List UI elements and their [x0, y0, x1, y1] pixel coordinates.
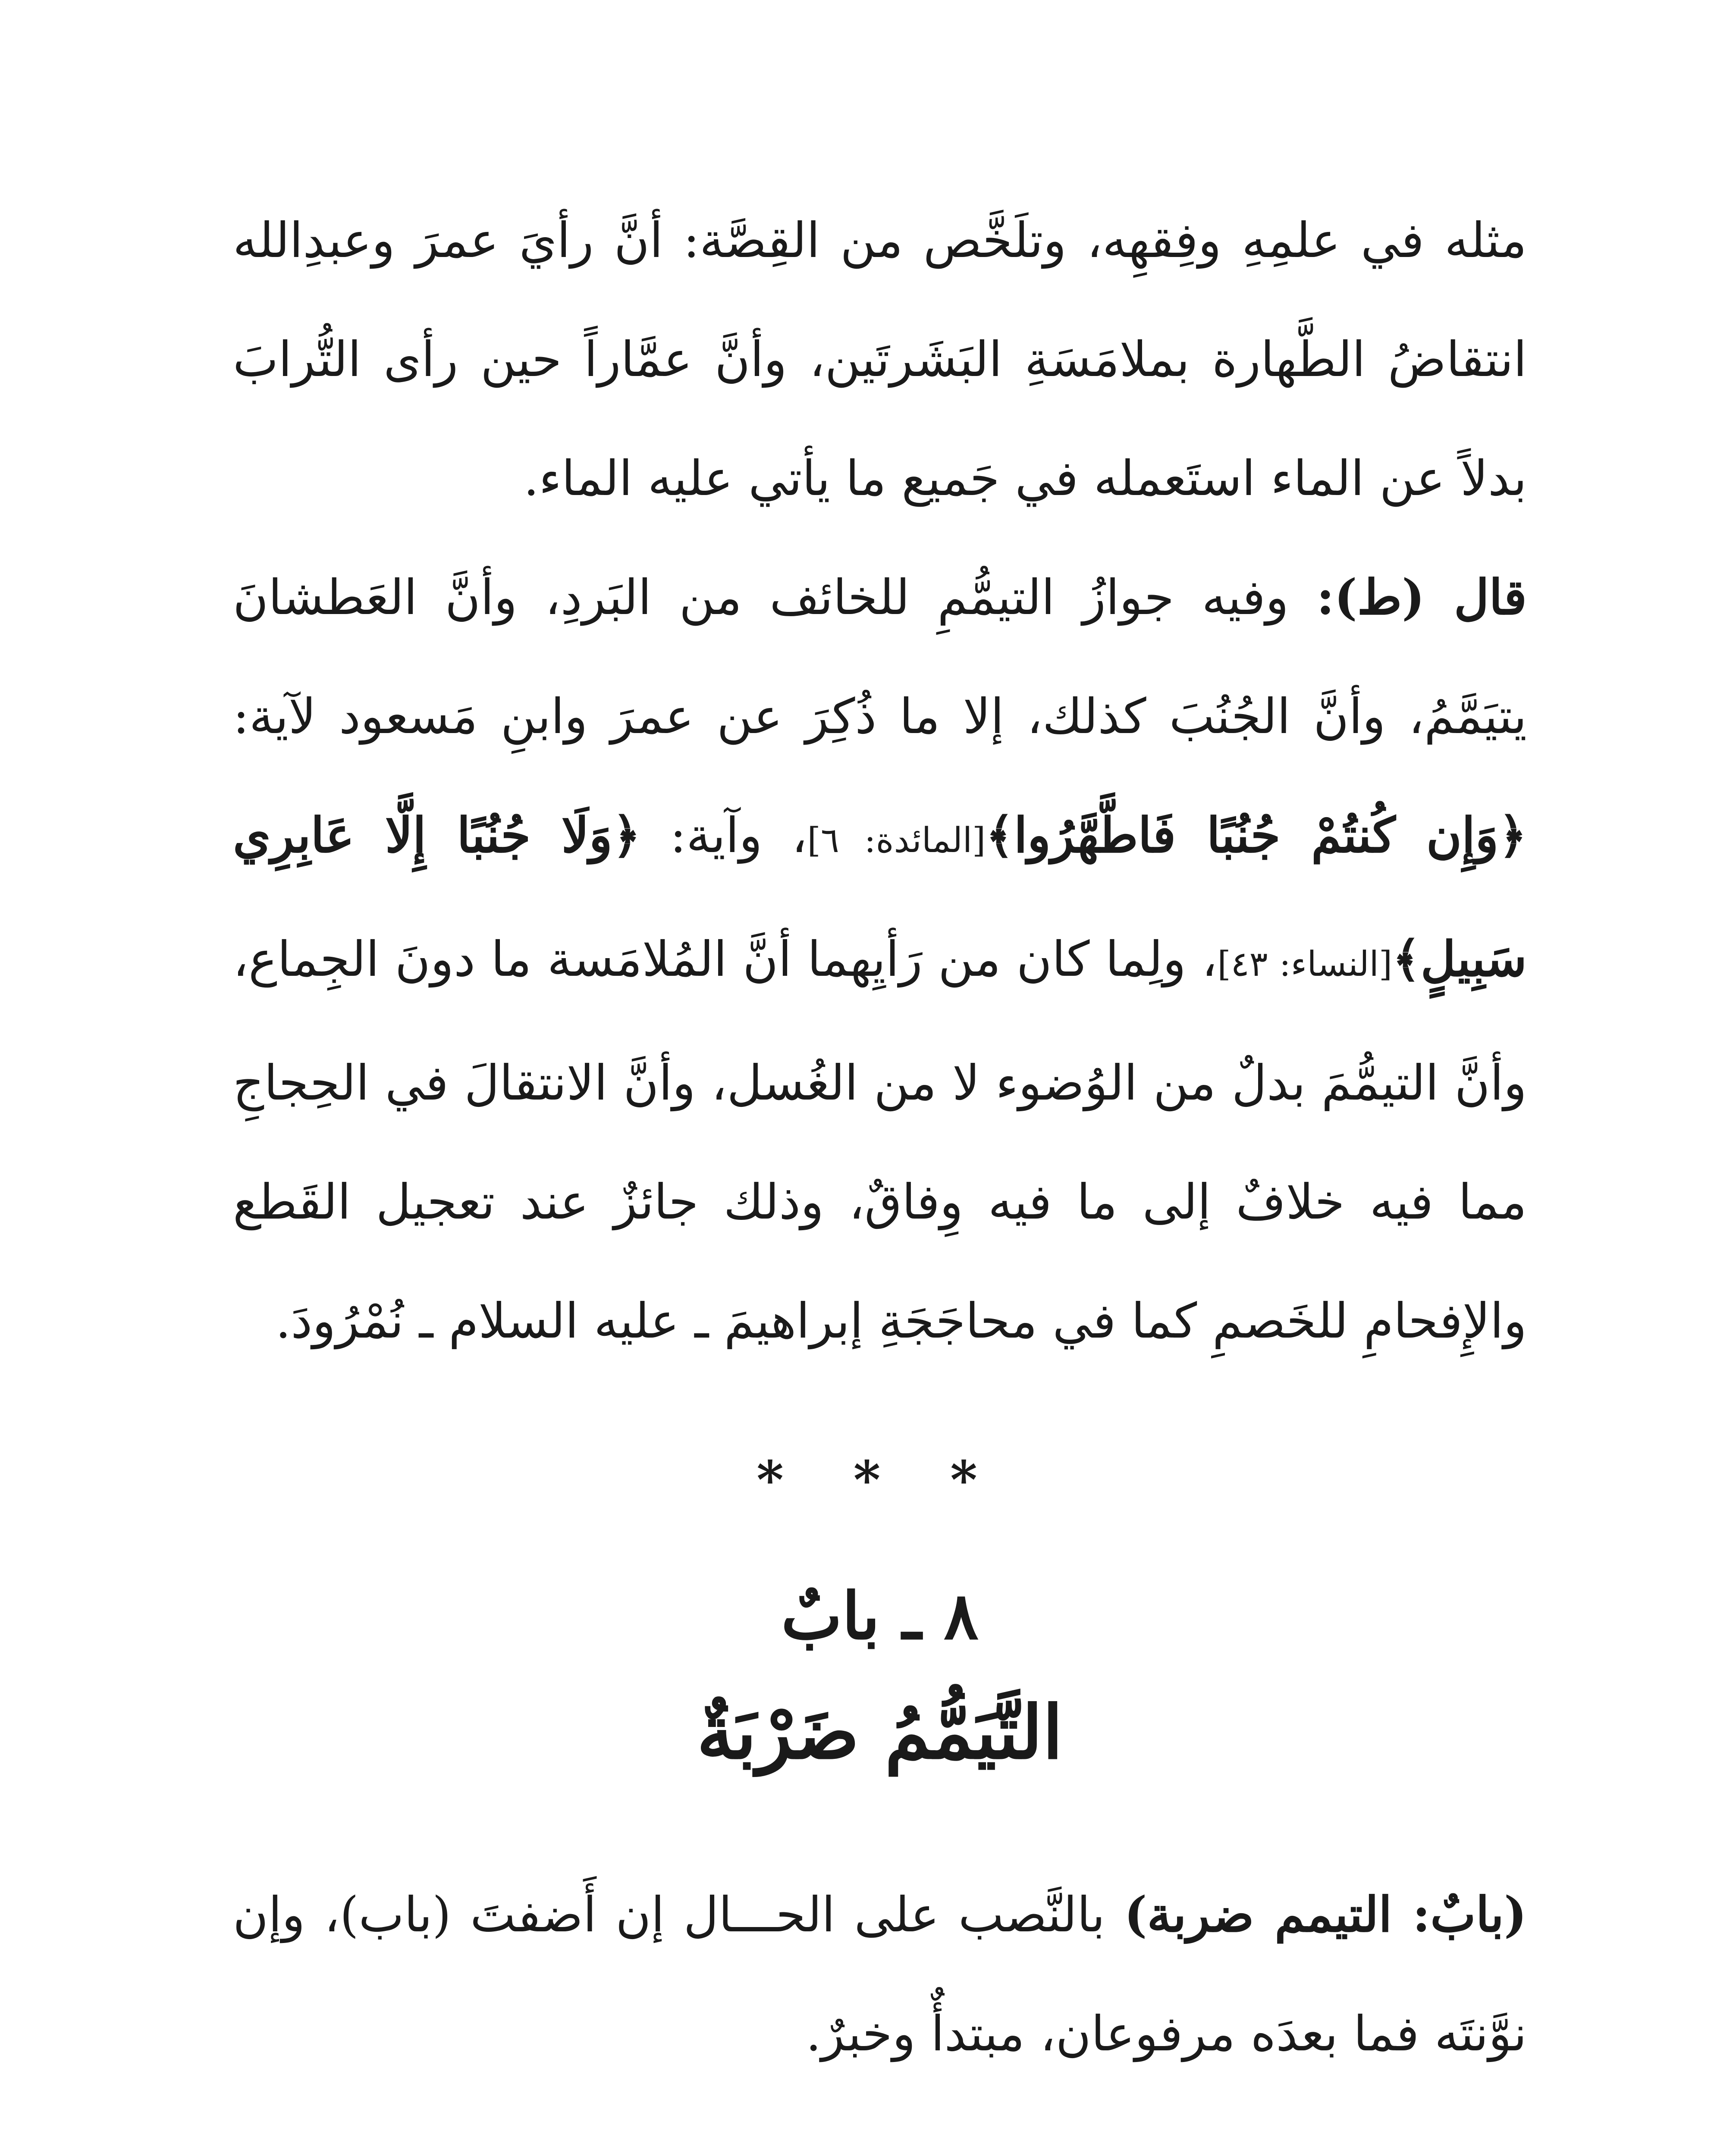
paragraph-3: [233, 1855, 1527, 2093]
paragraph-2-text-c: ، ولِما كان من رَأيِهما أنَّ المُلامَسة ما دونَ الجِماع، وأنَّ التيمُّمَ بدلٌ من الوُضوء لا من الغُسل، وأنَّ الانتقالَ في الحِجاجِ مما فيه خلافٌ إلى ما فيه وِفاقٌ، وذلك جائزٌ عند تعجيل القَطع والإِفحامِ للخَصمِ كما في محاجَجَةِ إبراهيمَ ـ عليه السلام ـ نُمْرُودَ.: [233, 931, 1527, 1349]
paragraph-2-label: قال (ط):: [1316, 569, 1527, 626]
paragraph-1: [233, 181, 1527, 538]
paragraph-1-text: مثله في علمِهِ وفِقهِه، وتلَخَّص من القِصَّة: أنَّ رأيَ عمرَ وعبدِالله انتقاضُ الطَّهارة بملامَسَةِ البَشَرتَين، وأنَّ عمَّاراً حين رأى التُّرابَ بدلاً عن الماء استَعمله في جَميع ما يأتي عليه الماء.: [233, 213, 1527, 507]
quran-verse-1: ﴿وَإِن كُنتُمْ جُنُبًا فَاطَّهَّرُوا﴾: [986, 807, 1527, 864]
paragraph-3-label: (بابٌ: التيمم ضربة): [1124, 1887, 1527, 1943]
verse-reference-1: [المائدة: ٦]: [807, 820, 986, 860]
paragraph-2: [233, 538, 1527, 1381]
paragraph-3-text: بالنَّصب على الحـــال إن أَضفتَ (باب)، وإن نوَّنتَه فما بعدَه مرفوعان، مبتدأٌ وخبرٌ.: [233, 1887, 1527, 2062]
page-body: [233, 181, 1527, 2156]
paragraph-2-text-b: ، وآية:: [670, 808, 807, 864]
verse-reference-2: [النساء: ٤٣]: [1217, 944, 1393, 984]
chapter-title: التَّيَمُّمُ ضَرْبَةٌ: [697, 1689, 1063, 1776]
hadith-text: [233, 2145, 1527, 2156]
paragraph-2-text-a: وفيه جوازُ التيمُّمِ للخائف من البَردِ، وأنَّ العَطشانَ يتيَمَّمُ، وأنَّ الجُنُبَ كذلك، إلا ما ذُكِرَ عن عمرَ وابنِ مَسعود لآية:: [233, 570, 1527, 745]
quran-verse-2: ﴿وَلَا جُنُبًا إِلَّا عَابِرِي سَبِيلٍ﴾: [233, 807, 1527, 987]
chapter-number: ٨ ـ بابٌ: [781, 1578, 979, 1654]
section-separator: * * *: [757, 1450, 1003, 1510]
